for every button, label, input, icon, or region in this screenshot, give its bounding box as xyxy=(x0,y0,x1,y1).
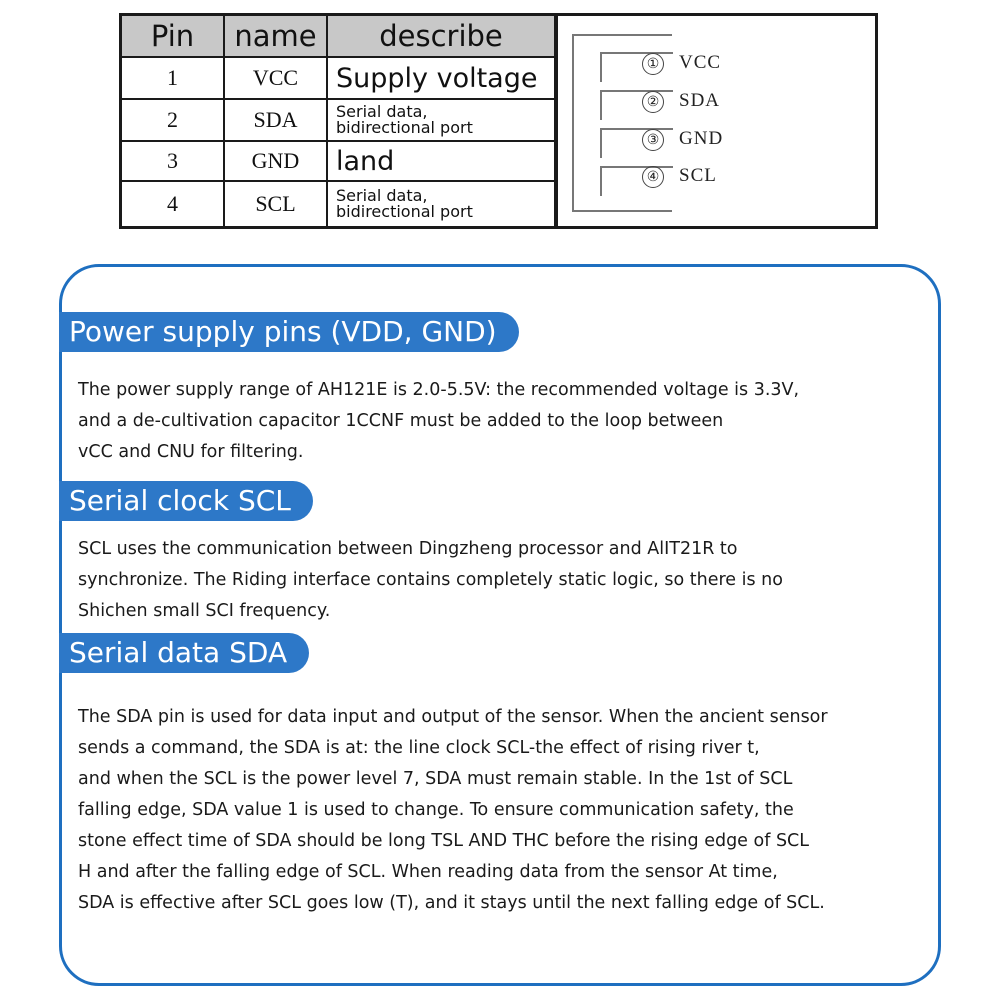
connector-diagram xyxy=(556,16,875,226)
pin-name: SDA xyxy=(224,99,327,141)
text-line: SDA is effective after SCL goes low (T), and it stays until the next falling edge of SCL. xyxy=(78,893,825,913)
pin-number: 3 xyxy=(122,141,224,181)
table-row xyxy=(122,99,555,141)
text-line: synchronize. The Riding interface contains completely static logic, so there is no xyxy=(78,570,783,590)
section-title-sda: Serial data SDA xyxy=(59,633,309,673)
pin-description: Supply voltage xyxy=(327,57,555,99)
connector-pin-label: SCL xyxy=(679,165,717,186)
pin-table xyxy=(122,16,556,226)
text-line: and a de-cultivation capacitor 1CCNF must be added to the loop between xyxy=(78,411,724,431)
section-body-sda xyxy=(78,702,828,919)
pin-description-line: bidirectional port xyxy=(336,202,473,221)
section-body-scl xyxy=(78,534,783,627)
header-name: name xyxy=(224,16,327,57)
pin-description: land xyxy=(327,141,555,181)
pin-number: 2 xyxy=(122,99,224,141)
connector-pin-label: GND xyxy=(679,128,724,149)
text-line: SCL uses the communication between Dingzheng processor and AlIT21R to xyxy=(78,539,738,559)
connector-pin-number: ③ xyxy=(642,129,664,151)
section-title-scl: Serial clock SCL xyxy=(59,481,313,521)
table-row xyxy=(122,181,555,226)
text-line: stone effect time of SDA should be long TSL AND THC before the rising edge of SCL xyxy=(78,831,810,851)
text-line: sends a command, the SDA is at: the line clock SCL-the effect of rising river t, xyxy=(78,738,760,758)
connector-pin-label: SDA xyxy=(679,90,721,111)
text-line: The SDA pin is used for data input and output of the sensor. When the ancient sensor xyxy=(78,707,828,727)
connector-pin-number: ④ xyxy=(642,166,664,188)
pin-description-line: Serial data, xyxy=(336,102,428,121)
text-line: and when the SCL is the power level 7, SDA must remain stable. In the 1st of SCL xyxy=(78,769,793,789)
pin-number: 1 xyxy=(122,57,224,99)
pin-description-line: bidirectional port xyxy=(336,118,473,137)
text-line: Shichen small SCI frequency. xyxy=(78,601,331,621)
section-title-power: Power supply pins (VDD, GND) xyxy=(59,312,519,352)
connector-pin-label: VCC xyxy=(679,52,722,73)
table-row xyxy=(122,141,555,181)
connector-pin-number: ① xyxy=(642,53,664,75)
header-describe: describe xyxy=(327,16,555,57)
pin-description-line: Serial data, xyxy=(336,186,428,205)
pin-number: 4 xyxy=(122,181,224,226)
pin-name: SCL xyxy=(224,181,327,226)
text-line: falling edge, SDA value 1 is used to change. To ensure communication safety, the xyxy=(78,800,794,820)
connector-pin-number: ② xyxy=(642,91,664,113)
pin-table-header-row xyxy=(122,16,555,57)
pin-description xyxy=(327,181,555,226)
pin-description xyxy=(327,99,555,141)
header-pin: Pin xyxy=(122,16,224,57)
pin-name: VCC xyxy=(224,57,327,99)
pin-name: GND xyxy=(224,141,327,181)
text-line: The power supply range of AH121E is 2.0-5.5V: the recommended voltage is 3.3V, xyxy=(78,380,800,400)
pin-definition-block xyxy=(119,13,878,229)
text-line: vCC and CNU for filtering. xyxy=(78,442,304,462)
text-line: H and after the falling edge of SCL. When reading data from the sensor At time, xyxy=(78,862,778,882)
section-body-power xyxy=(78,375,799,468)
table-row xyxy=(122,57,555,99)
